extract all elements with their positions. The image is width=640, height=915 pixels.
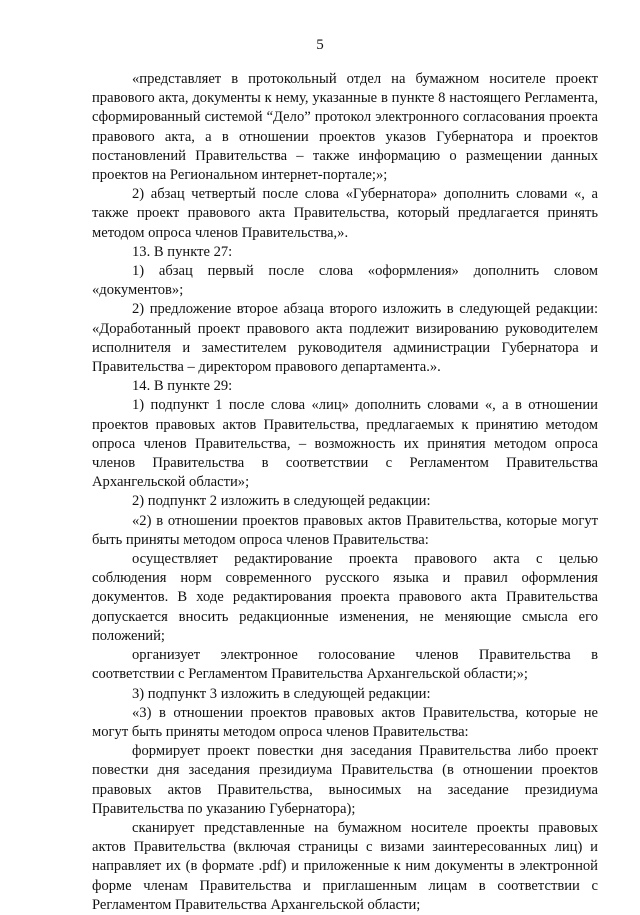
paragraph: 14. В пункте 29: — [132, 378, 233, 395]
paragraph: «3) в отношении проектов правовых актов Правительства, которые не могут быть приняты методом опроса членов Правительства: — [92, 704, 598, 740]
paragraph: 2) предложение второе абзаца второго изложить в следующей редакции: «Доработанный проект правового акта подлежит визированию руководителем исполнителя и заместителем руководителя администрации Губернатора и Правительства – директором правового департамента.». — [92, 301, 598, 376]
paragraph: «представляет в протокольный отдел на бумажном носителе проект правового акта, документы к нему, указанные в пункте 8 настоящего Регламента, сформированный системой “Дело” протокол электронного согласования проекта правового акта, а в отношении проектов указов Губернатора и проектов постановлений Правительства – также информацию о размещении данных проектов на Региональном интернет-портале;»; — [92, 71, 598, 184]
paragraph: 2) подпункт 2 изложить в следующей редакции: — [132, 493, 431, 510]
paragraph: 2) абзац четвертый после слова «Губернатора» дополнить словами «, а также проект правового акта Правительства, который предлагается принять методом опроса членов Правительства,». — [92, 186, 598, 241]
paragraph: сканирует представленные на бумажном носителе проекты правовых актов Правительства (включая страницы с визами заинтересованных лиц) и направляет их (в формате .pdf) и приложенные к ним документы в электронной форме членам Правительства и приглашенным лицам в соответствии с Регламентом Правительства Архангельской области; — [92, 819, 598, 913]
paragraph: 3) подпункт 3 изложить в следующей редакции: — [132, 685, 431, 702]
paragraph: 13. В пункте 27: — [132, 243, 233, 260]
paragraph: «2) в отношении проектов правовых актов Правительства, которые могут быть приняты методом опроса членов Правительства: — [92, 512, 598, 548]
paragraph: 1) подпункт 1 после слова «лиц» дополнить словами «, а в отношении проектов правовых актов Правительства, предлагаемых к принятию методом опроса членов Правительства, – возможность их принятия методом опроса членов Правительства в соответствии с Регламентом Правительства Архангельской области»; — [92, 397, 598, 491]
paragraph: организует электронное голосование членов Правительства в соответствии с Регламентом Правительства Архангельской области;»; — [92, 647, 598, 683]
document-body — [92, 70, 598, 915]
paragraph: осуществляет редактирование проекта правового акта с целью соблюдения норм современного русского языка и правил оформления документов. В ходе редактирования проекта правового акта Правительства допускается вносить редакционные изменения, не меняющие смысла его положений; — [92, 551, 598, 644]
page-number: 5 — [316, 37, 324, 53]
paragraph: формирует проект повестки дня заседания Правительства либо проект повестки дня заседания президиума Правительства (в отношении проектов правовых актов Правительства, выносимых на заседание президиума Правительства по указанию Губернатора); — [92, 743, 598, 817]
paragraph: 1) абзац первый после слова «оформления» дополнить словом «документов»; — [92, 263, 598, 299]
